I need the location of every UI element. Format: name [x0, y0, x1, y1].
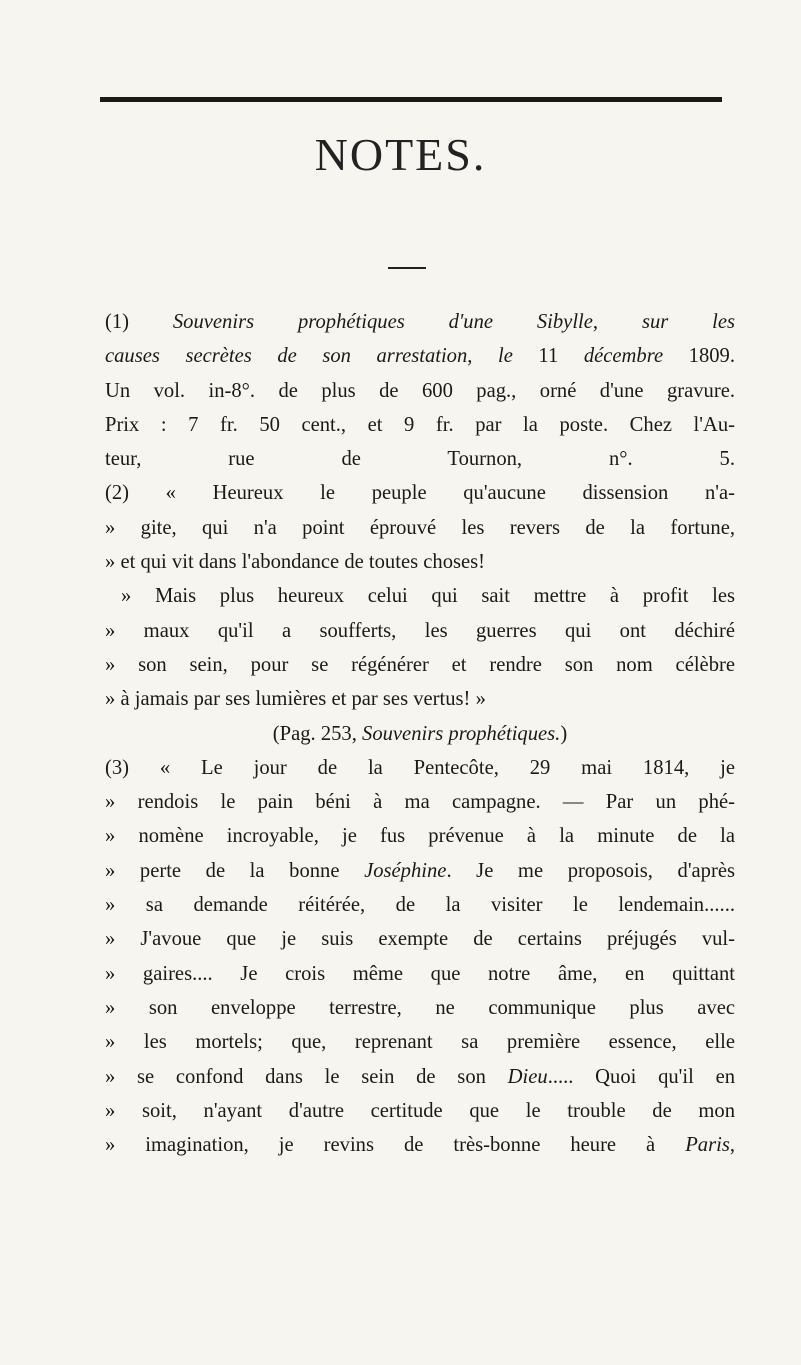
- text-run: » maux qu'il a soufferts, les guerres qui ont déchiré: [105, 619, 735, 642]
- text-run: » se confond dans le sein de son: [105, 1065, 508, 1088]
- text-line: [105, 374, 735, 408]
- text-run: ,: [467, 345, 498, 368]
- italic-text: décembre: [583, 345, 664, 368]
- top-rule: [100, 97, 722, 102]
- text-line: [105, 648, 735, 682]
- text-line: [105, 511, 735, 545]
- text-line: [105, 476, 735, 510]
- text-line: [105, 545, 735, 579]
- text-line: [105, 579, 735, 613]
- text-line: [105, 888, 735, 922]
- text-line: [105, 305, 735, 339]
- italic-text: le: [498, 345, 513, 368]
- text-line: [105, 922, 735, 956]
- text-line: [105, 957, 735, 991]
- text-run: » son sein, pour se régénérer et rendre son nom célèbre: [105, 653, 735, 676]
- text-run: » Mais plus heureux celui qui sait mettre à profit les: [121, 585, 735, 608]
- text-run: » et qui vit dans l'abondance de toutes choses!: [105, 551, 486, 574]
- text-run: . Je me proposois, d'après: [446, 859, 735, 882]
- text-run: 11: [512, 345, 584, 368]
- text-line: [105, 854, 735, 888]
- text-line: [105, 991, 735, 1025]
- text-run: » soit, n'ayant d'autre certitude que le trouble de mon: [105, 1099, 735, 1122]
- italic-text: Joséphine: [364, 859, 447, 882]
- text-run: » gite, qui n'a point éprouvé les revers de la fortune,: [105, 516, 735, 539]
- italic-text: Souvenirs prophétiques d'une Sibylle: [172, 311, 593, 333]
- text-line: [105, 614, 735, 648]
- text-line: [105, 1128, 735, 1162]
- text-run: » nomène incroyable, je fus prévenue à la minute de la: [105, 825, 735, 848]
- italic-text: sur les: [641, 311, 735, 333]
- text-line: [105, 1094, 735, 1128]
- text-line: [105, 408, 735, 442]
- text-run: ): [560, 722, 568, 745]
- text-run: (2) « Heureux le peuple qu'aucune dissension n'a-: [105, 482, 735, 505]
- text-run: (3) « Le jour de la Pentecôte, 29 mai 1814, je: [105, 756, 735, 779]
- text-run: 1809.: [663, 345, 736, 368]
- text-line: [105, 1025, 735, 1059]
- italic-text: causes secrètes de son arrestation: [105, 345, 468, 368]
- text-run: ,: [592, 311, 642, 333]
- title-divider: [388, 267, 426, 269]
- text-run: » à jamais par ses lumières et par ses vertus! »: [105, 688, 486, 711]
- text-run: » sa demande réitérée, de la visiter le lendemain......: [105, 894, 735, 917]
- text-run: » perte de la bonne: [105, 859, 365, 882]
- text-run: » J'avoue que je suis exempte de certains préjugés vul-: [105, 928, 735, 951]
- text-run: » son enveloppe terrestre, ne communique plus avec: [105, 996, 735, 1019]
- text-line: [105, 717, 735, 751]
- text-run: » les mortels; que, reprenant sa première essence, elle: [105, 1031, 735, 1054]
- text-line: [105, 682, 735, 716]
- italic-text: Dieu: [507, 1065, 548, 1088]
- text-run: (Pag. 253,: [272, 722, 363, 745]
- text-run: teur, rue de Tournon, n°. 5.: [105, 448, 735, 471]
- text-line: [105, 1060, 735, 1094]
- text-run: » gaires.... Je crois même que notre âme, en quittant: [105, 962, 735, 985]
- text-run: » imagination, je revins de très-bonne heure à: [105, 1134, 686, 1157]
- text-run: (1): [105, 311, 173, 333]
- text-run: ..... Quoi qu'il en: [547, 1065, 736, 1088]
- page-title: NOTES.: [314, 129, 487, 180]
- text-run: Prix : 7 fr. 50 cent., et 9 fr. par la poste. Chez l'Au-: [105, 413, 735, 436]
- italic-text: Souvenirs prophétiques.: [362, 722, 561, 745]
- text-line: [105, 785, 735, 819]
- text-run: » rendois le pain béni à ma campagne. — Par un phé-: [105, 791, 735, 814]
- text-line: [105, 339, 735, 373]
- text-line: [105, 819, 735, 853]
- text-line: [105, 442, 735, 476]
- notes-body: [105, 305, 735, 1162]
- text-line: [105, 751, 735, 785]
- text-run: ,: [729, 1134, 735, 1157]
- italic-text: Paris: [685, 1134, 730, 1157]
- text-run: Un vol. in-8°. de plus de 600 pag., orné d'une gravure.: [105, 379, 735, 402]
